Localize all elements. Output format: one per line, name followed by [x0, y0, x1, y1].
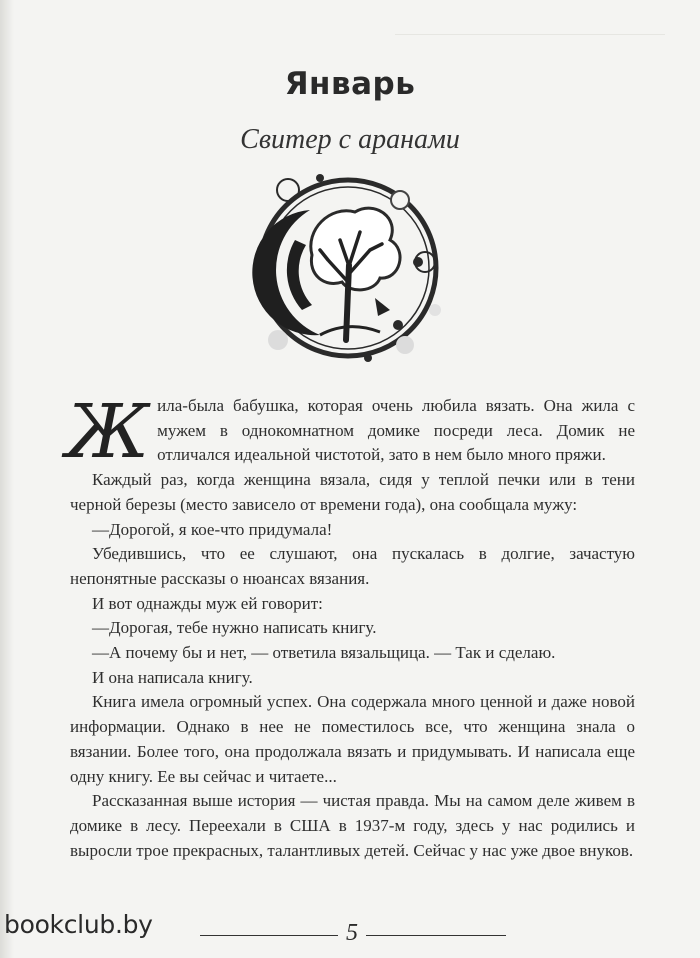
watermark: bookclub.by [4, 910, 153, 939]
tree-in-circle-icon [250, 170, 450, 370]
dialogue-line: —Дорогой, я кое-что придумала! [92, 519, 333, 539]
footer-rule-left [200, 935, 338, 936]
page-number: 5 [346, 920, 358, 946]
paragraph: Убедившись, что ее слушают, она пускалась в долгие, зачастую непонятные рассказы о нюансах вязания. [70, 544, 635, 588]
paragraph: Книга имела огромный успех. Она содержала много ценной и даже новой информации. Однако в нее не поместилось все, что женщина знала о вязании. Более того, она продолжала вязать и придумывать. И написала еще одну книгу. Ее вы сейчас и читаете... [70, 692, 635, 786]
paragraph: И вот однажды муж ей говорит: [92, 593, 323, 613]
bleed-through-line [395, 20, 665, 35]
footer-rule-right [366, 935, 506, 936]
paragraph: И она написала книгу. [92, 667, 253, 687]
paragraph: Каждый раз, когда женщина вязала, сидя у теплой печки или в тени черной березы (место зависело от времени года), она сообщала мужу: [70, 470, 635, 514]
dialogue-line: —А почему бы и нет, — ответила вязальщица. — Так и сделаю. [92, 643, 556, 663]
dialogue-line: —Дорогая, тебе нужно написать книгу. [92, 618, 377, 638]
body-text [66, 389, 635, 863]
chapter-subtitle: Свитер с аранами [240, 124, 460, 155]
drop-cap: Ж [66, 389, 150, 475]
first-paragraph [66, 389, 635, 475]
chapter-title: Январь [284, 66, 416, 102]
paragraph-text: ила-была бабушка, которая очень любила вязать. Она жила с мужем в однокомнатном домике посреди леса. Домик не отличался идеальной чистотой, зато в нем было много пряжи. [157, 396, 635, 465]
paragraph: Рассказанная выше история — чистая правда. Мы на самом деле живем в домике в лесу. Переехали в США в 1937-м году, здесь у нас родились и выросли трое прекрасных, талантливых детей. Сейчас у нас уже двое внуков. [70, 791, 635, 860]
